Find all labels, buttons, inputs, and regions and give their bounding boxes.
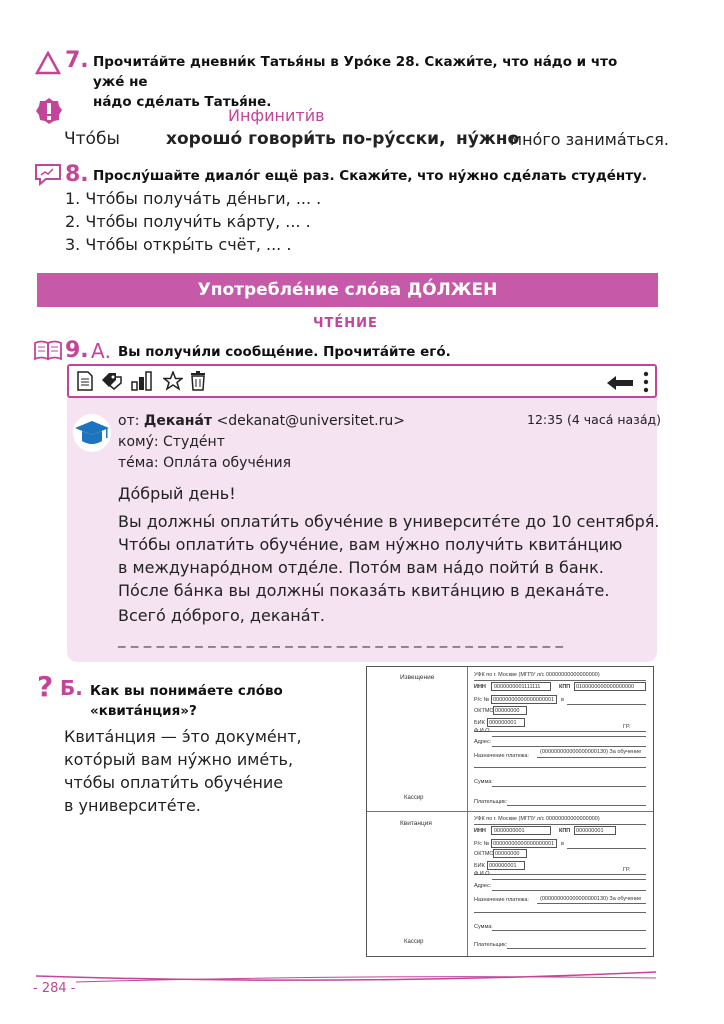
email-toolbar xyxy=(67,364,657,398)
tags-icon[interactable] xyxy=(101,372,123,394)
back-arrow-icon[interactable] xyxy=(607,375,633,394)
list-item: 3. Что́бы откры́ть счёт, ... . xyxy=(65,235,292,254)
task-8-text: Прослу́шайте диало́г ещё раз. Скажи́те, что ну́жно сде́лать студе́нту. xyxy=(93,168,647,184)
task-9-letter: А. xyxy=(91,339,112,363)
rule-chtoby: Что́бы xyxy=(64,129,120,149)
rule-nuzhno: ну́жно xyxy=(456,129,520,149)
email-time: 12:35 (4 часа́ наза́д) xyxy=(527,412,662,427)
more-menu-icon[interactable] xyxy=(643,371,649,397)
part-b-question: Как вы понима́ете сло́во «квита́нция»? xyxy=(90,683,283,719)
bar-chart-icon[interactable] xyxy=(131,371,153,395)
email-body: Вы должны́ оплати́ть обуче́ние в университе́те до 10 сентября́. Что́бы оплати́ть обуче́ние, вам ну́жно получи́ть квита́нцию в междунаро́дном отде́ле. Пото́м вам на́до пойти́ в банк. По́сле ба́нка вы должны́ показа́ть квита́нцию в декана́те. xyxy=(118,512,660,600)
question-icon: ? xyxy=(37,670,54,703)
infinitive-label: Инфинити́в xyxy=(228,106,325,125)
task-9-text: Вы получи́ли сообще́ние. Прочита́йте его́. xyxy=(118,344,451,360)
list-item: 2. Что́бы получи́ть ка́рту, ... . xyxy=(65,212,311,231)
email-greeting: До́брый день! xyxy=(118,484,236,503)
book-icon xyxy=(33,339,63,365)
sender-avatar xyxy=(72,413,112,457)
section-subtitle: ЧТЕ́НИЕ xyxy=(313,316,378,331)
email-from: от: Декана́т <dekanat@universitet.ru> xyxy=(118,413,405,429)
email-subject: те́ма: Опла́та обуче́ния xyxy=(118,455,292,471)
sender-name: Декана́т xyxy=(143,413,213,429)
trash-icon[interactable] xyxy=(190,370,206,396)
part-b-answer: Квита́нция — э́то докуме́нт, кото́рый вам ну́жно име́ть, что́бы оплати́ть обуче́ние в университе́те. xyxy=(64,727,302,815)
answer-blank-line[interactable]: _ _ _ _ _ _ _ _ _ _ _ _ _ _ _ _ _ _ _ _ _ _ _ _ _ _ _ _ _ _ _ _ _ _ _ xyxy=(118,630,564,648)
task-8-number: 8. xyxy=(65,162,89,187)
task-7-number: 7. xyxy=(65,48,89,73)
part-b-letter: Б. xyxy=(60,676,83,700)
sender-address: <dekanat@universitet.ru> xyxy=(216,413,405,429)
page-number: - 284 - xyxy=(33,981,76,996)
triangle-icon xyxy=(35,51,61,79)
footer-decoration xyxy=(36,968,656,992)
task-7-text: Прочита́йте дневни́к Татья́ны в Уро́ке 28. Скажи́те, что на́до и что уже́ не на́до сде́лать Татья́не. xyxy=(93,54,618,110)
list-item: 1. Что́бы получа́ть де́ньги, ... . xyxy=(65,189,322,208)
task-8-list xyxy=(65,187,321,256)
receipt-form: Извещение Кассир УФК по г. Москве (МГПУ л/с 00000000000000000) ИНН 0000000001111111 КПП 0100000000000000000 Р/с № 00000000000000000001 в ОКТМО 00000000 БИК 000000001 Ф.И.О. ГР. Адрес: Назначение платежа: (000000000000000000130) За обучение Сумма: Плательщик: Квитанция Кассир УФК по г. Москве (МГПУ л/с 00000000000000000) ИНН 0000000001 КПП 000000001 Р/с № 00000000000000000001 в ОКТМО 00000000 БИК 000000001 Ф.И.О. ГР. Адрес: Назначение платежа: (000000000000000000130) За обучение Сумма: Плательщик: xyxy=(366,666,654,957)
star-icon[interactable] xyxy=(163,371,183,395)
listen-icon xyxy=(33,162,63,190)
section-banner: Употребле́ние сло́ва ДО́ЛЖЕН xyxy=(37,273,658,307)
task-9-number: 9. xyxy=(65,338,89,363)
rule-rest: мно́го занима́ться. xyxy=(510,130,669,149)
email-closing: Всего́ до́брого, декана́т. xyxy=(118,606,325,625)
document-icon[interactable] xyxy=(77,371,93,395)
exclamation-icon xyxy=(35,97,63,129)
rule-example: хорошо́ говори́ть по-ру́сски, xyxy=(166,129,446,149)
email-to: кому́: Студе́нт xyxy=(118,434,225,450)
